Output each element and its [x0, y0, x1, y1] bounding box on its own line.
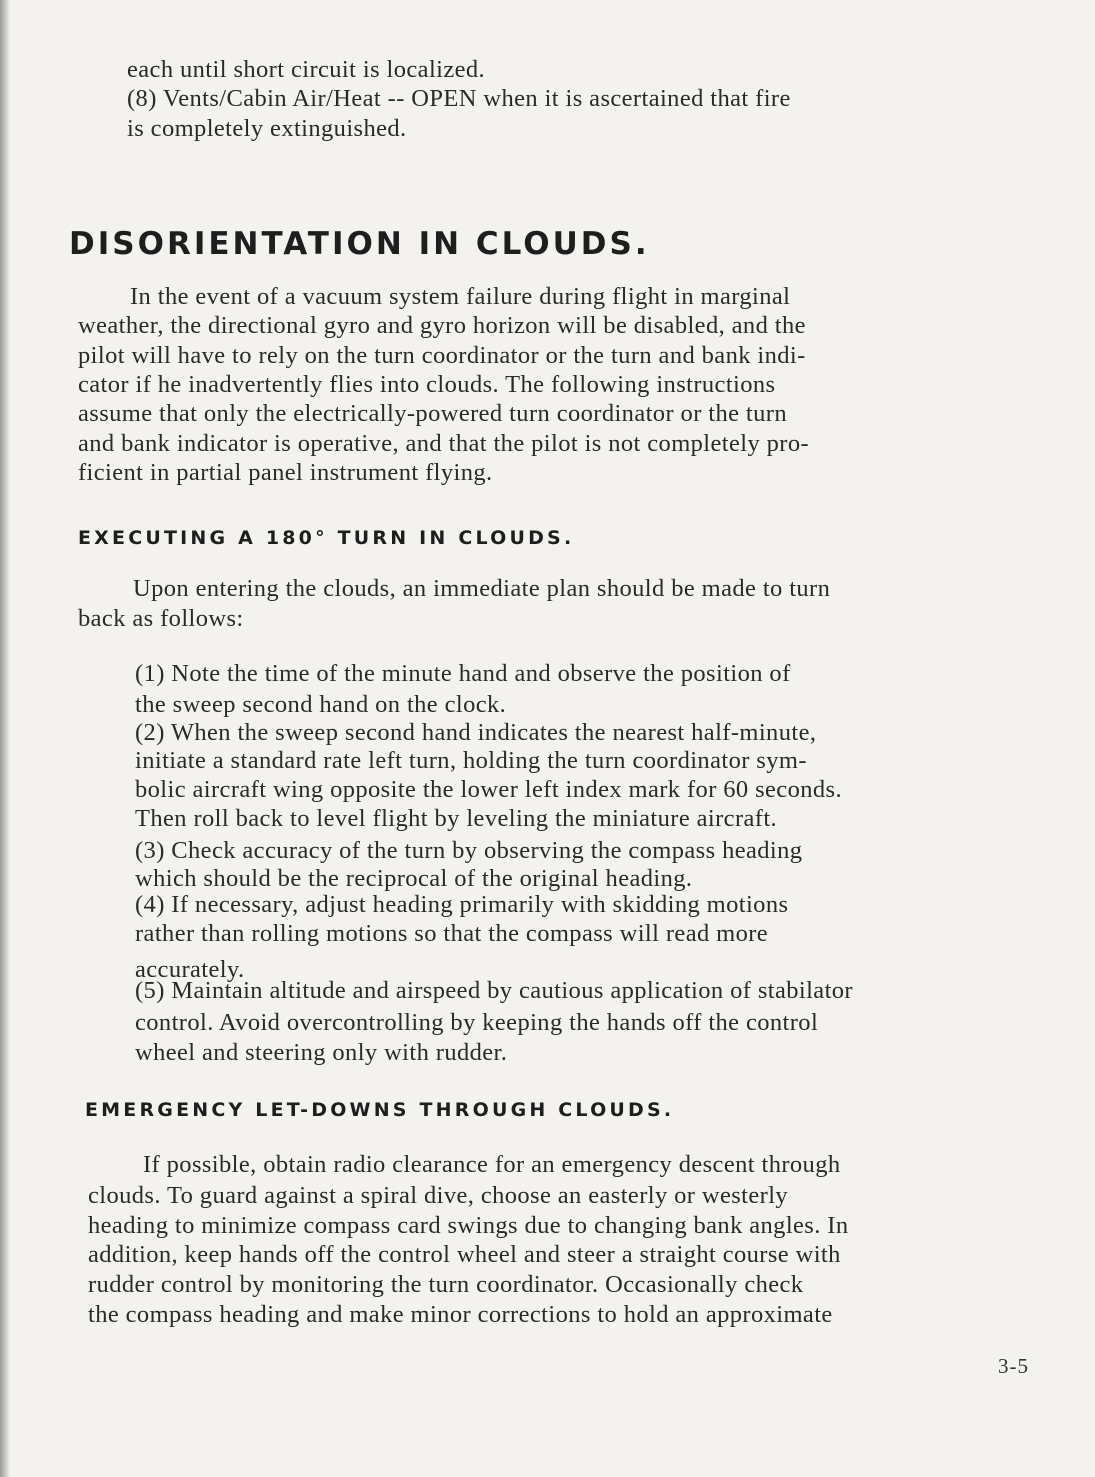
- subheading-180-turn: EXECUTING A 180° TURN IN CLOUDS.: [78, 527, 575, 549]
- step-line: (1) Note the time of the minute hand and observe the position of: [135, 660, 791, 687]
- step-line: rather than rolling motions so that the compass will read more: [135, 920, 769, 947]
- intro-line: is completely extinguished.: [127, 115, 407, 142]
- paragraph-line: assume that only the electrically-powered turn coordinator or the turn: [78, 400, 787, 427]
- step-line: (5) Maintain altitude and airspeed by cautious application of stabilator: [135, 977, 853, 1004]
- paragraph-line: pilot will have to rely on the turn coordinator or the turn and bank indi-: [78, 342, 806, 369]
- step-line: initiate a standard rate left turn, holding the turn coordinator sym-: [135, 747, 807, 774]
- paragraph-line: If possible, obtain radio clearance for an emergency descent through: [143, 1151, 841, 1178]
- paragraph-line: ficient in partial panel instrument flying.: [78, 459, 493, 486]
- step-line: accurately.: [135, 956, 245, 983]
- paragraph-line: back as follows:: [78, 605, 244, 632]
- page-number: 3-5: [998, 1354, 1029, 1378]
- paragraph-line: rudder control by monitoring the turn coordinator. Occasionally check: [88, 1271, 804, 1298]
- paragraph-line: cator if he inadvertently flies into clouds. The following instructions: [78, 371, 776, 398]
- section-heading-disorientation: DISORIENTATION IN CLOUDS.: [69, 226, 650, 262]
- paragraph-line: heading to minimize compass card swings due to changing bank angles. In: [88, 1212, 849, 1239]
- step-line: Then roll back to level flight by leveling the miniature aircraft.: [135, 805, 778, 832]
- paragraph-line: and bank indicator is operative, and that the pilot is not completely pro-: [78, 430, 810, 457]
- paragraph-line: In the event of a vacuum system failure during flight in marginal: [130, 283, 791, 310]
- intro-line: (8) Vents/Cabin Air/Heat -- OPEN when it is ascertained that fire: [127, 85, 791, 112]
- paragraph-line: Upon entering the clouds, an immediate plan should be made to turn: [133, 575, 831, 602]
- step-line: control. Avoid overcontrolling by keeping the hands off the control: [135, 1009, 819, 1036]
- step-line: (2) When the sweep second hand indicates the nearest half-minute,: [135, 719, 817, 746]
- paragraph-line: addition, keep hands off the control wheel and steer a straight course with: [88, 1241, 841, 1268]
- paragraph-line: the compass heading and make minor corrections to hold an approximate: [88, 1301, 833, 1328]
- step-line: bolic aircraft wing opposite the lower left index mark for 60 seconds.: [135, 776, 842, 803]
- subheading-emergency-letdowns: EMERGENCY LET-DOWNS THROUGH CLOUDS.: [85, 1099, 675, 1121]
- step-line: the sweep second hand on the clock.: [135, 691, 507, 718]
- step-line: (3) Check accuracy of the turn by observing the compass heading: [135, 837, 803, 864]
- step-line: wheel and steering only with rudder.: [135, 1039, 508, 1066]
- step-line: which should be the reciprocal of the original heading.: [135, 865, 693, 892]
- intro-line: each until short circuit is localized.: [127, 56, 486, 83]
- paragraph-line: weather, the directional gyro and gyro horizon will be disabled, and the: [78, 312, 806, 339]
- paragraph-line: clouds. To guard against a spiral dive, choose an easterly or westerly: [88, 1182, 789, 1209]
- step-line: (4) If necessary, adjust heading primarily with skidding motions: [135, 891, 789, 918]
